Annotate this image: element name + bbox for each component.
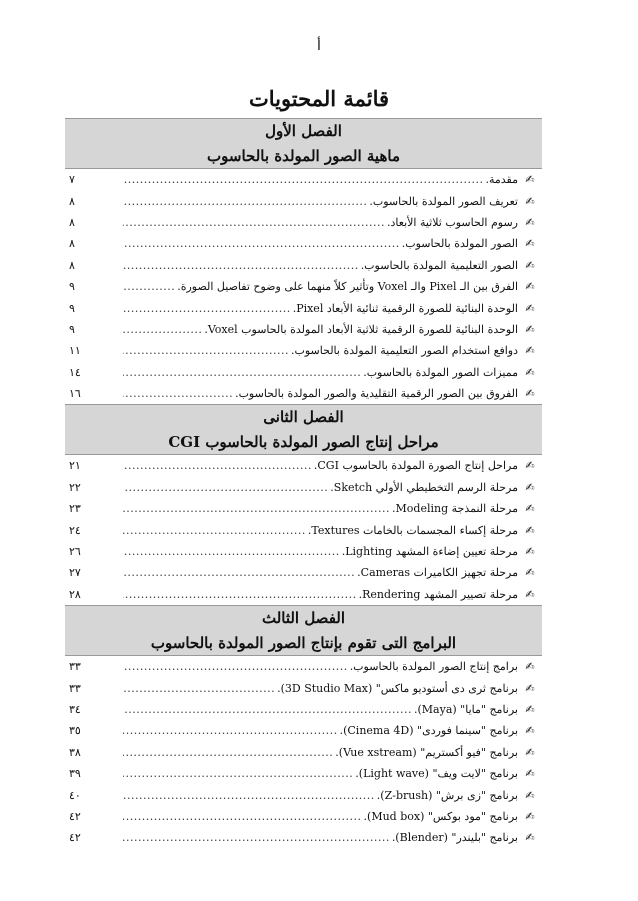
writing-hand-icon: ✍	[525, 788, 535, 802]
writing-hand-icon: ✍	[525, 767, 535, 781]
toc-entry[interactable]	[65, 699, 542, 720]
writing-hand-icon: ✍	[525, 681, 535, 695]
writing-hand-icon: ✍	[525, 566, 535, 580]
toc-entry-title: الصور المولدة بالحاسوب.	[401, 237, 518, 251]
toc-entry[interactable]	[65, 477, 542, 498]
toc-entry-title: برنامج ثرى دى أستوديو ماكس" (3D Studio Max).	[277, 681, 518, 695]
toc-entry[interactable]	[65, 212, 542, 233]
chapter-title: الفصل الثانى	[263, 408, 344, 427]
toc-entry-page: ٨	[69, 258, 75, 272]
toc-entry-title: الفروق بين الصور الرقمية التقليدية والصور المولدة بالحاسوب.	[235, 387, 518, 401]
toc-entry[interactable]	[65, 677, 542, 698]
toc-entry-page: ٩	[69, 322, 75, 336]
toc-entry[interactable]	[65, 190, 542, 211]
dot-leader	[123, 588, 357, 601]
toc-entry-title: الفرق بين الـ Pixel والـ Voxel وتأثير كلاً منهما على وضوح تفاصيل الصورة.	[177, 280, 518, 294]
toc-entry-page: ٢١	[69, 459, 81, 473]
toc-entry-page: ٣٨	[69, 745, 81, 759]
toc-entry-title: مرحلة تصيير المشهد Rendering.	[358, 587, 518, 601]
toc-entry-page: ١١	[69, 344, 81, 358]
toc-entry-page: ٣٩	[69, 767, 81, 781]
writing-hand-icon: ✍	[525, 745, 535, 759]
toc-entry-page: ٣٣	[69, 660, 81, 674]
toc-entry[interactable]	[65, 720, 542, 741]
toc-entry-title: مراحل إنتاج الصورة المولدة بالحاسوب CGI.	[313, 459, 518, 473]
writing-hand-icon: ✍	[525, 215, 535, 229]
toc-entry-title: برامج إنتاج الصور المولدة بالحاسوب.	[349, 660, 518, 674]
toc-entry[interactable]	[65, 806, 542, 827]
toc-entry-page: ١٤	[69, 365, 81, 379]
chapter-subtitle: البرامج التى تقوم بإنتاج الصور المولدة بالحاسوب	[150, 634, 457, 653]
chapter-header	[65, 404, 542, 455]
toc-entry[interactable]	[65, 455, 542, 476]
writing-hand-icon: ✍	[525, 545, 535, 559]
writing-hand-icon: ✍	[525, 301, 535, 315]
writing-hand-icon: ✍	[525, 322, 535, 336]
writing-hand-icon: ✍	[525, 724, 535, 738]
toc-entry-title: الصور التعليمية المولدة بالحاسوب.	[360, 258, 518, 272]
toc-entry[interactable]	[65, 233, 542, 254]
toc-entry-title: مرحلة الرسم التخطيطي الأولي Sketch.	[330, 480, 518, 494]
toc-entry-page: ٨	[69, 194, 75, 208]
toc-entry-title: دوافع استخدام الصور التعليمية المولدة بالحاسوب.	[290, 344, 518, 358]
dot-leader	[123, 810, 362, 823]
toc-entry-page: ٨	[69, 237, 75, 251]
dot-leader	[123, 767, 353, 780]
toc-entry-page: ٢٨	[69, 587, 81, 601]
dot-leader	[123, 366, 361, 379]
writing-hand-icon: ✍	[525, 809, 535, 823]
toc-entry-title: تعريف الصور المولدة بالحاسوب.	[369, 194, 518, 208]
chapter-header	[65, 118, 542, 169]
toc-entry-title: الوحدة البنائية للصورة الرقمية ثلاثية الأبعاد المولدة بالحاسوب Voxel.	[204, 322, 518, 336]
writing-hand-icon: ✍	[525, 587, 535, 601]
toc-entry-page: ٢٣	[69, 502, 81, 516]
toc-entry-page: ٩	[69, 280, 75, 294]
toc-entry-page: ٢٧	[69, 566, 81, 580]
toc-entry-title: الوحدة البنائية للصورة الرقمية ثنائية الأبعاد Pixel.	[292, 301, 518, 315]
toc-entry[interactable]	[65, 276, 542, 297]
toc-entry-page: ٤٢	[69, 831, 81, 845]
toc-entry-page: ٩	[69, 301, 75, 315]
dot-leader	[123, 173, 483, 186]
writing-hand-icon: ✍	[525, 459, 535, 473]
dot-leader	[123, 746, 333, 759]
dot-leader	[123, 831, 390, 844]
toc-entry-page: ٢٤	[69, 523, 81, 537]
toc-entry-title: برنامج "زى برش" (Z-brush).	[376, 788, 518, 802]
toc-entry[interactable]	[65, 656, 542, 677]
dot-leader	[123, 789, 375, 802]
toc-entry-page: ١٦	[69, 387, 81, 401]
toc-entry-title: برنامج "مود بوكس" (Mud box).	[363, 809, 518, 823]
dot-leader	[123, 344, 289, 357]
toc-entry-page: ٨	[69, 215, 75, 229]
toc-entry[interactable]	[65, 169, 542, 190]
writing-hand-icon: ✍	[525, 831, 535, 845]
toc-entry-page: ٣٣	[69, 681, 81, 695]
dot-leader	[123, 481, 328, 494]
toc-entry-page: ٧	[69, 173, 75, 187]
toc-entry-page: ٣٤	[69, 703, 81, 716]
writing-hand-icon: ✍	[525, 387, 535, 401]
dot-leader	[123, 195, 367, 208]
toc-entry[interactable]	[65, 742, 542, 763]
toc-entry-page: ٤٠	[69, 788, 81, 802]
toc-entry-title: مرحلة تعيين إضاءة المشهد Lighting.	[341, 545, 518, 559]
toc-entry[interactable]	[65, 362, 542, 383]
chapter-subtitle: ماهية الصور المولدة بالحاسوب	[207, 147, 400, 165]
dot-leader	[123, 387, 233, 400]
toc-entry[interactable]	[65, 562, 542, 583]
toc-entry[interactable]	[65, 541, 542, 562]
toc-entry[interactable]	[65, 255, 542, 276]
writing-hand-icon: ✍	[525, 258, 535, 272]
toc-entry[interactable]	[65, 383, 542, 404]
dot-leader	[123, 660, 348, 673]
writing-hand-icon: ✍	[525, 660, 535, 674]
dot-leader	[123, 459, 312, 472]
dot-leader	[123, 216, 385, 229]
toc-entry-title: مرحلة تجهيز الكاميرات Cameras.	[357, 566, 518, 580]
toc-entry-page: ٣٥	[69, 724, 81, 738]
toc-entry-title: برنامج "سينما فوردى" (Cinema 4D).	[339, 724, 518, 738]
toc-entry-title: رسوم الحاسوب ثلاثية الأبعاد.	[387, 215, 518, 229]
chapter-title: الفصل الثالث	[261, 609, 346, 628]
toc-entry[interactable]	[65, 519, 542, 540]
writing-hand-icon: ✍	[525, 480, 535, 494]
toc-entry-title: مرحلة إكساء المجسمات بالخامات Textures.	[307, 523, 518, 537]
dot-leader	[123, 237, 400, 250]
toc-entry-page: ٤٢	[69, 809, 81, 823]
toc-entry[interactable]	[65, 297, 542, 318]
toc-entry[interactable]	[65, 827, 542, 848]
toc-entry[interactable]	[65, 340, 542, 361]
dot-leader	[123, 323, 202, 336]
writing-hand-icon: ✍	[525, 502, 535, 516]
toc-entry-title: برنامج "مايا" (Maya).	[414, 703, 518, 716]
toc-entry-title: برنامج "لايت ويف" (Light wave).	[355, 767, 518, 781]
writing-hand-icon: ✍	[525, 365, 535, 379]
dot-leader	[123, 724, 338, 737]
toc-entry-title: برنامج "بليندر" (Blender).	[391, 831, 518, 845]
toc-entry[interactable]	[65, 784, 542, 805]
writing-hand-icon: ✍	[525, 523, 535, 537]
toc-title: قائمة المحتويات	[248, 86, 390, 111]
dot-leader	[123, 566, 355, 579]
chapter-subtitle: مراحل إنتاج الصور المولدة بالحاسوب CGI	[168, 433, 439, 452]
dot-leader	[123, 259, 359, 272]
dot-leader	[123, 703, 412, 716]
dot-leader	[123, 280, 175, 293]
page-number: أ	[317, 38, 321, 54]
toc-entry-title: مميزات الصور المولدة بالحاسوب.	[363, 365, 518, 379]
writing-hand-icon: ✍	[525, 280, 535, 294]
dot-leader	[123, 682, 275, 695]
toc-entry[interactable]	[65, 763, 542, 784]
writing-hand-icon: ✍	[525, 237, 535, 251]
writing-hand-icon: ✍	[525, 173, 535, 187]
dot-leader	[123, 502, 390, 515]
dot-leader	[123, 545, 340, 558]
table-of-contents	[65, 118, 542, 849]
toc-entry-page: ٢٦	[69, 545, 81, 559]
toc-entry-page: ٢٢	[69, 480, 81, 494]
writing-hand-icon: ✍	[525, 344, 535, 358]
toc-entry[interactable]	[65, 319, 542, 340]
writing-hand-icon: ✍	[525, 703, 535, 716]
writing-hand-icon: ✍	[525, 194, 535, 208]
toc-entry[interactable]	[65, 498, 542, 519]
chapter-header	[65, 605, 542, 656]
dot-leader	[123, 302, 291, 315]
chapter-title: الفصل الأول	[265, 122, 342, 140]
toc-entry-title: برنامج "فيو أكستريم" (Vue xstream).	[335, 745, 518, 759]
toc-entry-title: مرحلة النمذجة Modeling.	[392, 502, 518, 516]
toc-entry[interactable]	[65, 584, 542, 605]
toc-entry-title: مقدمة.	[485, 173, 518, 187]
dot-leader	[123, 524, 306, 537]
